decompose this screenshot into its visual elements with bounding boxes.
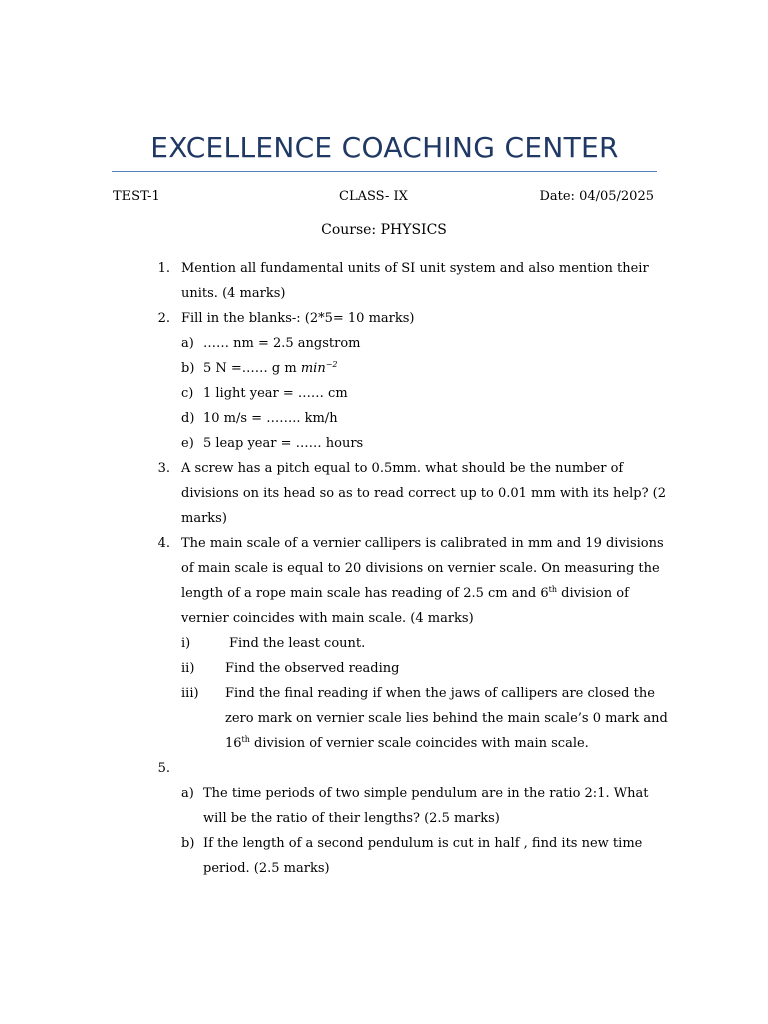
part-text: The time periods of two simple pendulum are in the ratio 2:1. What: [203, 786, 649, 801]
ordinal-suffix: th: [241, 735, 250, 744]
question-number: 3.: [157, 461, 170, 476]
part-text: [225, 735, 589, 753]
text-fragment: 16: [225, 736, 242, 751]
part-label: e): [181, 436, 194, 451]
question-text: vernier coincides with main scale. (4 marks): [181, 611, 474, 626]
part-label: b): [181, 361, 195, 376]
text-fragment: length of a rope main scale has reading of 2.5 cm and 6: [181, 586, 549, 601]
question-text: divisions on its head so as to read correct up to 0.01 mm with its help? (2: [181, 486, 667, 501]
question-text: marks): [181, 511, 227, 526]
question-text: units. (4 marks): [181, 286, 286, 301]
question-number: 2.: [157, 311, 170, 326]
text-fragment: division of vernier scale coincides with main scale.: [249, 736, 589, 751]
class-label: CLASS- IX: [339, 189, 408, 204]
text-fragment: division of: [556, 586, 629, 601]
test-label: TEST-1: [113, 189, 160, 204]
page-title: EXCELLENCE COACHING CENTER: [150, 131, 619, 164]
part-text: period. (2.5 marks): [203, 861, 330, 876]
question-text: [181, 585, 629, 603]
question-text: Mention all fundamental units of SI unit system and also mention their: [181, 261, 649, 276]
part-label: a): [181, 786, 194, 801]
part-label: d): [181, 411, 195, 426]
part-text: Find the least count.: [229, 636, 366, 651]
math-min: min: [300, 361, 326, 376]
part-label: ii): [181, 661, 195, 676]
part-text: will be the ratio of their lengths? (2.5 marks): [203, 811, 500, 826]
part-text: 1 light year = …… cm: [203, 386, 348, 401]
part-text: 5 leap year = …… hours: [203, 436, 364, 451]
part-text: 10 m/s = …….. km/h: [203, 411, 338, 426]
question-text: of main scale is equal to 20 divisions on vernier scale. On measuring the: [181, 561, 660, 576]
part-text-prefix: 5 N =…… g m: [203, 361, 301, 376]
part-text: zero mark on vernier scale lies behind the main scale’s 0 mark and: [225, 711, 668, 726]
question-number: 1.: [157, 261, 170, 276]
exponent: −2: [325, 360, 338, 369]
title-underline: [112, 171, 657, 172]
question-number: 5.: [157, 761, 170, 776]
question-text: Fill in the blanks-: (2*5= 10 marks): [181, 311, 415, 326]
part-text: [203, 360, 338, 378]
part-text: Find the final reading if when the jaws of callipers are closed the: [225, 686, 655, 701]
question-number: 4.: [157, 536, 170, 551]
part-label: iii): [181, 686, 199, 701]
question-text: A screw has a pitch equal to 0.5mm. what should be the number of: [181, 461, 624, 476]
course-heading: Course: PHYSICS: [321, 222, 447, 238]
part-text: …… nm = 2.5 angstrom: [203, 336, 361, 351]
part-label: i): [181, 636, 191, 651]
question-text: The main scale of a vernier callipers is calibrated in mm and 19 divisions: [181, 536, 664, 551]
part-label: c): [181, 386, 194, 401]
part-label: a): [181, 336, 194, 351]
date-label: Date: 04/05/2025: [539, 189, 654, 204]
part-text: If the length of a second pendulum is cut in half , find its new time: [203, 836, 643, 851]
part-text: Find the observed reading: [225, 661, 400, 676]
part-label: b): [181, 836, 195, 851]
ordinal-suffix: th: [548, 585, 557, 594]
